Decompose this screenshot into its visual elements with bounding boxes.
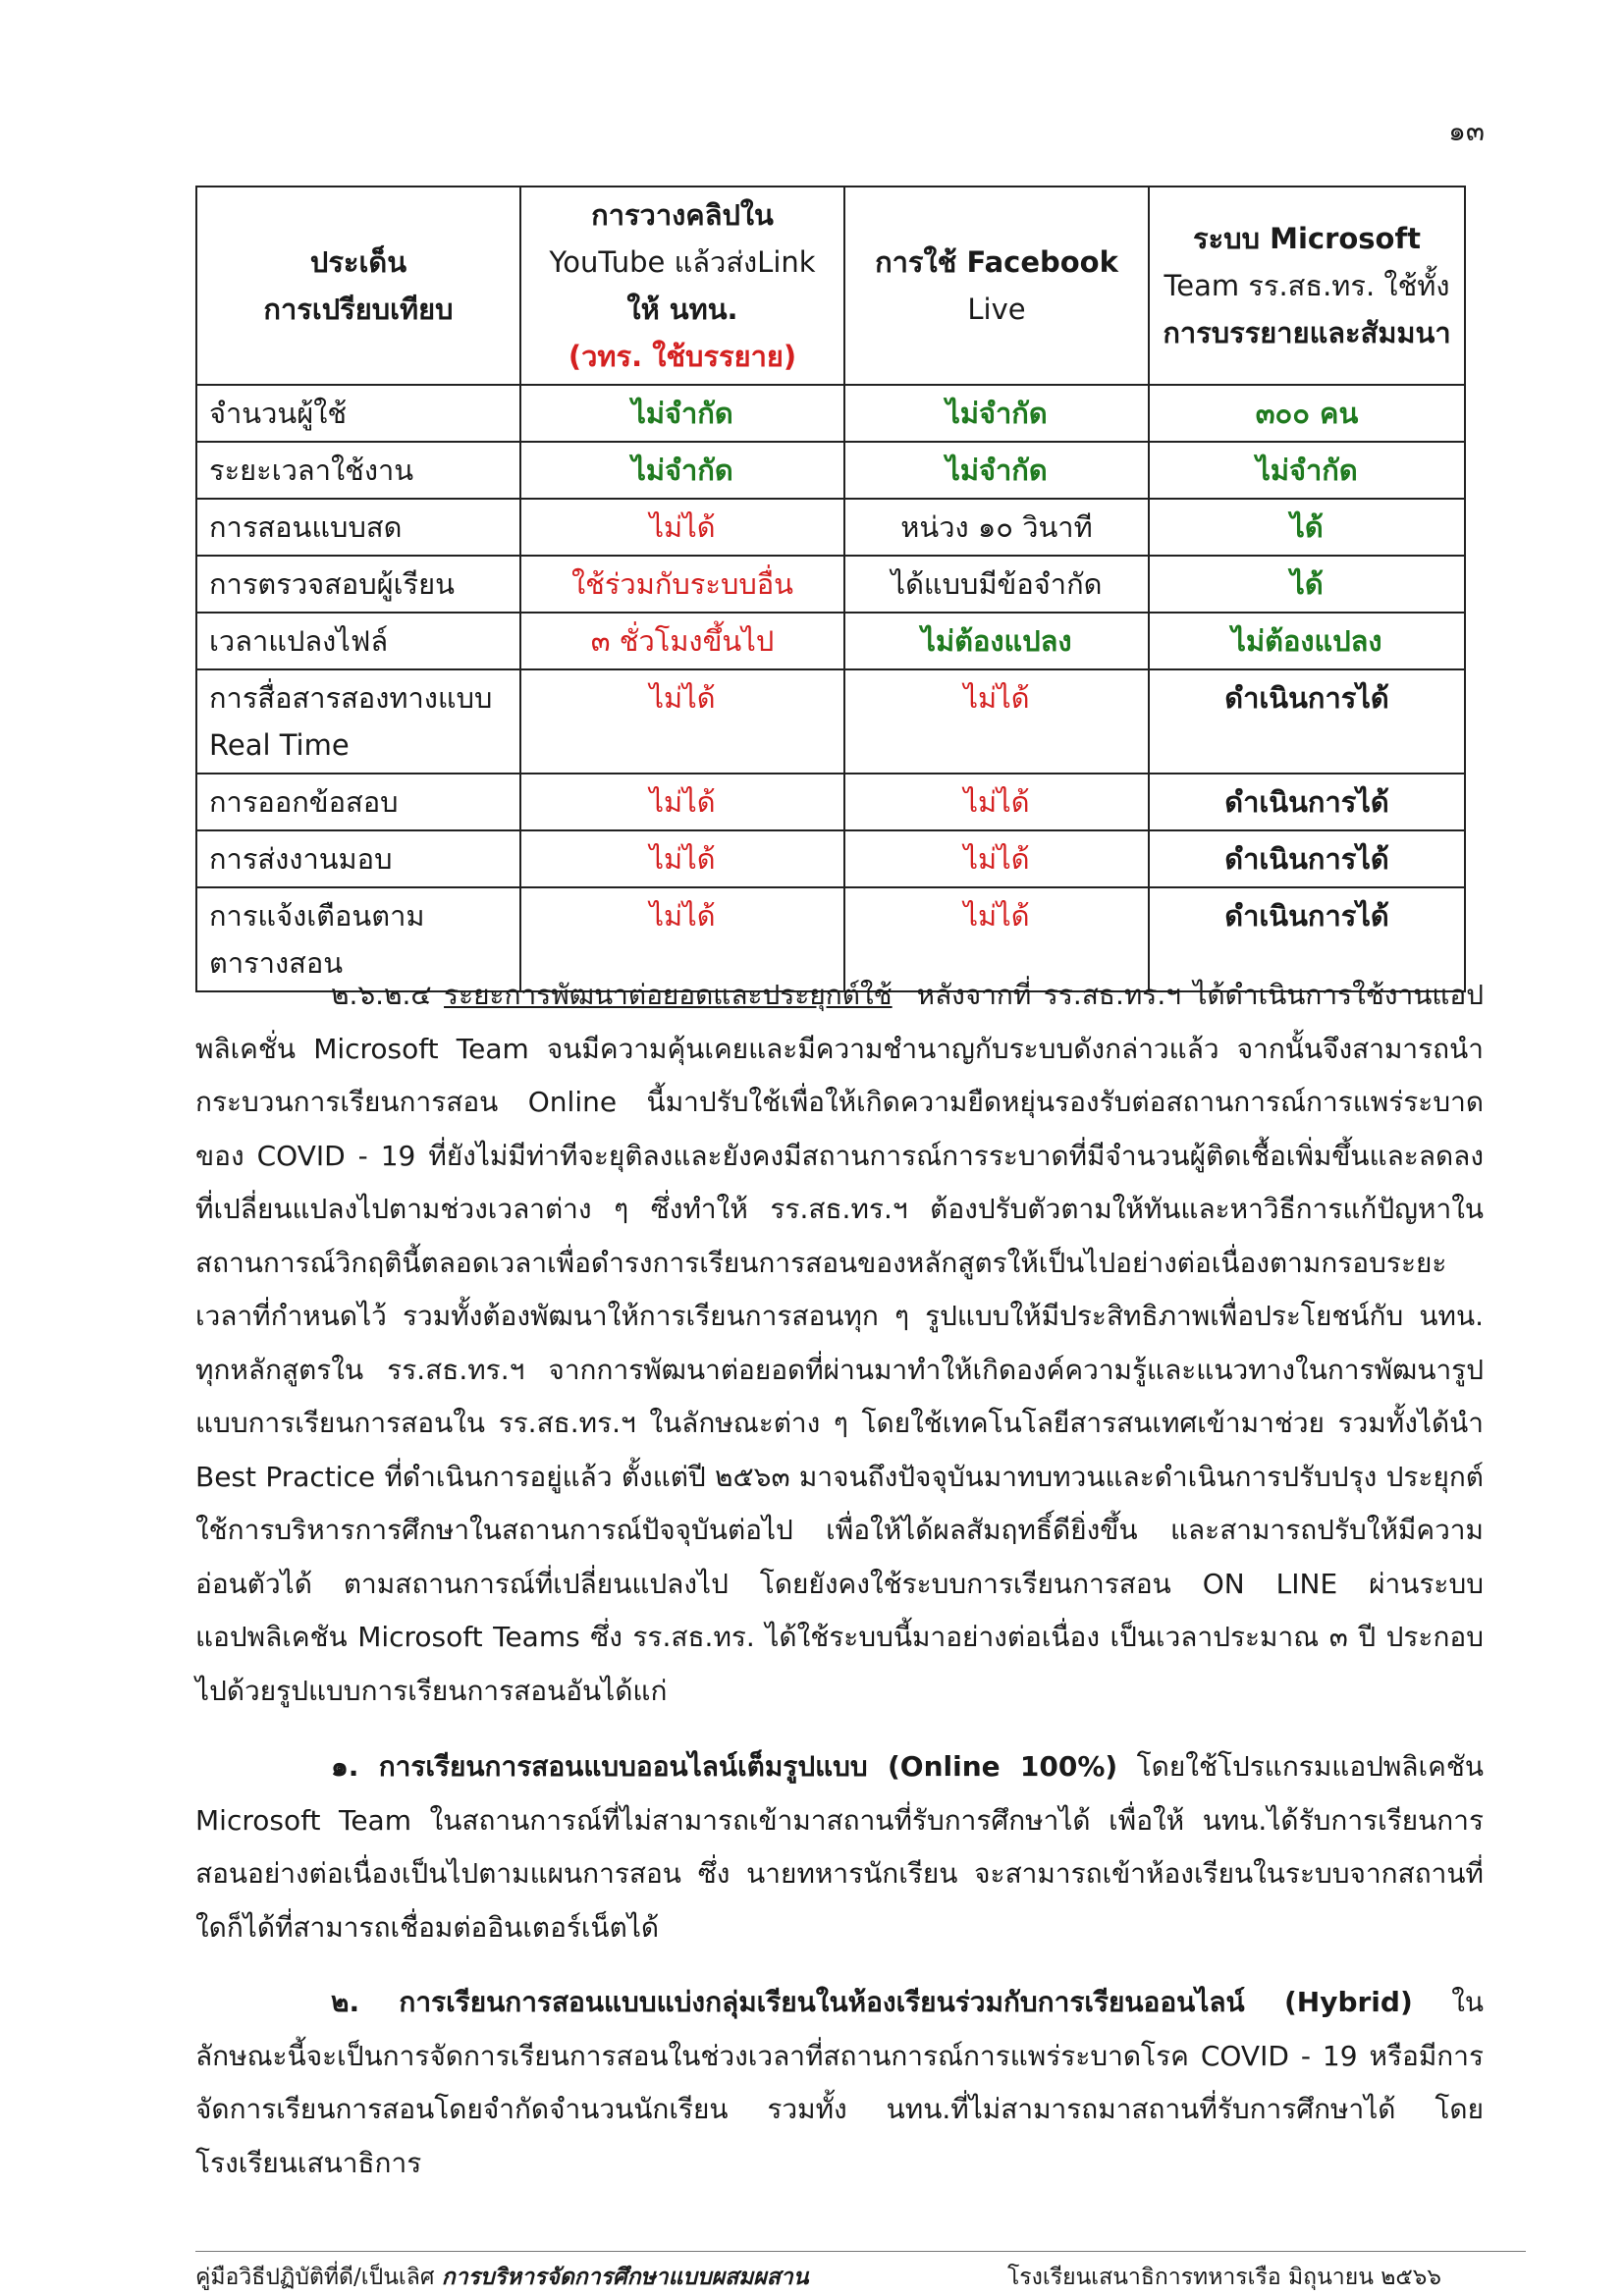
cell-youtube: ไม่ได้: [520, 830, 844, 887]
row-label-line: การแจ้งเตือนตาม: [209, 899, 425, 933]
section-number: ๒.๖.๒.๔: [331, 979, 432, 1011]
item-text: โดยใช้โปรแกรมแอปพลิเคชัน Microsoft Team ในสถานการณ์ที่ไม่สามารถเข้ามาสถานที่รับการศึกษาได้ เพื่อให้ นทน.ได้รับการเรียนการสอนอย่างต่อเนื่องเป็นไปตามแผนการสอน ซึ่ง นายทหารนักเรียน จะสามารถเข้าห้องเรียนในระบบจากสถานที่ใดก็ได้ที่สามารถเชื่อมต่ออินเตอร์เน็ตได้: [195, 1750, 1484, 1944]
cell-youtube: ไม่จำกัด: [520, 442, 844, 499]
row-label-line: การตรวจสอบผู้เรียน: [209, 567, 455, 601]
table-row: [196, 499, 1465, 556]
row-label-line: ระยะเวลาใช้งาน: [209, 454, 414, 487]
cell-teams: ไม่ต้องแปลง: [1149, 613, 1465, 669]
cell-teams: ไม่จำกัด: [1149, 442, 1465, 499]
footer-left: [195, 2260, 808, 2295]
item-text: ในลักษณะนี้จะเป็นการจัดการเรียนการสอนในช่วงเวลาที่สถานการณ์การแพร่ระบาดโรค COVID - 19 หรือมีการจัดการเรียนการสอนโดยจำกัดจำนวนนักเรียน รวมทั้ง นทน.ที่ไม่สามารถมาสถานที่รับการศึกษาได้ โดยโรงเรียนเสนาธิการ: [195, 1986, 1484, 2179]
row-label: [196, 669, 520, 774]
table-row: [196, 556, 1465, 613]
header-facebook: [844, 187, 1149, 385]
section-paragraph: [195, 969, 1484, 1718]
row-label: [196, 830, 520, 887]
cell-youtube: ไม่ได้: [520, 774, 844, 830]
row-label-line: การส่งงานมอบ: [209, 842, 393, 876]
item-lead: ๑. การเรียนการสอนแบบออนไลน์เต็มรูปแบบ (Online 100%): [331, 1750, 1118, 1783]
cell-facebook: ไม่ได้: [844, 669, 1149, 774]
row-label: [196, 613, 520, 669]
cell-teams: ได้: [1149, 499, 1465, 556]
header-line: การบรรยายและสัมมนา: [1163, 316, 1451, 349]
cell-youtube: ไม่ได้: [520, 669, 844, 774]
row-label-line: การสื่อสารสองทางแบบ: [209, 681, 493, 715]
cell-youtube: ไม่ได้: [520, 499, 844, 556]
cell-youtube: ๓ ชั่วโมงขึ้นไป: [520, 613, 844, 669]
header-criteria: [196, 187, 520, 385]
cell-facebook: ไม่จำกัด: [844, 385, 1149, 442]
header-line: Live: [967, 293, 1026, 326]
footer-subtitle: การบริหารจัดการศึกษาแบบผสมผสาน: [441, 2265, 809, 2290]
header-line: การวางคลิปใน: [591, 198, 774, 232]
item-paragraph: [195, 1740, 1484, 1954]
cell-facebook: ไม่ได้: [844, 830, 1149, 887]
row-label: [196, 556, 520, 613]
cell-facebook: ได้แบบมีข้อจำกัด: [844, 556, 1149, 613]
header-teams: [1149, 187, 1465, 385]
cell-facebook: ไม่ได้: [844, 887, 1149, 991]
table-row: [196, 442, 1465, 499]
section-heading: ระยะการพัฒนาต่อยอดและประยุกต์ใช้: [444, 979, 893, 1011]
row-label: [196, 499, 520, 556]
row-label: [196, 442, 520, 499]
cell-facebook: ไม่ต้องแปลง: [844, 613, 1149, 669]
row-label-line: เวลาแปลงไฟล์: [209, 624, 389, 658]
footer-divider: [195, 2251, 1526, 2252]
comparison-table: [195, 186, 1466, 992]
cell-youtube: ไม่ได้: [520, 887, 844, 991]
section-body: หลังจากที่ รร.สธ.ทร.ฯ ได้ดำเนินการใช้งานแอปพลิเคชั่น Microsoft Team จนมีความคุ้นเคยและมีความชำนาญกับระบบดังกล่าวแล้ว จากนั้นจึงสามารถนำกระบวนการเรียนการสอน Online นี้มาปรับใช้เพื่อให้เกิดความยืดหยุ่นรองรับต่อสถานการณ์การแพร่ระบาดของ COVID - 19 ที่ยังไม่มีท่าทีจะยุติลงและยังคงมีสถานการณ์การระบาดที่มีจำนวนผู้ติดเชื้อเพิ่มขึ้นและลดลงที่เปลี่ยนแปลงไปตามช่วงเวลาต่าง ๆ ซึ่งทำให้ รร.สธ.ทร.ฯ ต้องปรับตัวตามให้ทันและหาวิธีการแก้ปัญหาในสถานการณ์วิกฤตินี้ตลอดเวลาเพื่อดำรงการเรียนการสอนของหลักสูตรให้เป็นไปอย่างต่อเนื่องตามกรอบระยะเวลาที่กำหนดไว้ รวมทั้งต้องพัฒนาให้การเรียนการสอนทุก ๆ รูปแบบให้มีประสิทธิภาพเพื่อประโยชน์กับ นทน. ทุกหลักสูตรใน รร.สธ.ทร.ฯ จากการพัฒนาต่อยอดที่ผ่านมาทำให้เกิดองค์ความรู้และแนวทางในการพัฒนารูปแบบการเรียนการสอนใน รร.สธ.ทร.ฯ ในลักษณะต่าง ๆ โดยใช้เทคโนโลยีสารสนเทศเข้ามาช่วย รวมทั้งได้นำ Best Practice ที่ดำเนินการอยู่แล้ว ตั้งแต่ปี ๒๕๖๓ มาจนถึงปัจจุบันมาทบทวนและดำเนินการปรับปรุง ประยุกต์ใช้การบริหารการศึกษาในสถานการณ์ปัจจุบันต่อไป เพื่อให้ได้ผลสัมฤทธิ์ดียิ่งขึ้น และสามารถปรับให้มีความอ่อนตัวได้ ตามสถานการณ์ที่เปลี่ยนแปลงไป โดยยังคงใช้ระบบการเรียนการสอน ON LINE ผ่านระบบ แอปพลิเคชัน Microsoft Teams ซึ่ง รร.สธ.ทร. ได้ใช้ระบบนี้มาอย่างต่อเนื่อง เป็นเวลาประมาณ ๓ ปี ประกอบไปด้วยรูปแบบการเรียนการสอนอันได้แก่: [195, 979, 1484, 1707]
table-row: [196, 830, 1465, 887]
cell-youtube: ไม่จำกัด: [520, 385, 844, 442]
header-line: ประเด็น: [309, 245, 407, 279]
table-row: [196, 774, 1465, 830]
cell-teams: ดำเนินการได้: [1149, 887, 1465, 991]
cell-facebook: หน่วง ๑๐ วินาที: [844, 499, 1149, 556]
row-label-line: จำนวนผู้ใช้: [209, 397, 348, 430]
table-row: [196, 613, 1465, 669]
header-line: (วทร. ใช้บรรยาย): [568, 340, 797, 373]
footer-right: โรงเรียนเสนาธิการทหารเรือ มิถุนายน ๒๕๖๖: [1006, 2265, 1441, 2290]
item-paragraph: [195, 1976, 1484, 2190]
page-number: ๑๓: [1448, 115, 1485, 147]
table-row: [196, 669, 1465, 774]
cell-teams: ๓๐๐ คน: [1149, 385, 1465, 442]
header-line: การใช้ Facebook: [875, 245, 1118, 279]
cell-facebook: ไม่ได้: [844, 774, 1149, 830]
row-label-line: ตารางสอน: [209, 946, 344, 980]
header-line: YouTube แล้วส่งLink: [549, 245, 816, 279]
header-line: ระบบ Microsoft: [1193, 222, 1421, 255]
item-lead: ๒. การเรียนการสอนแบบแบ่งกลุ่มเรียนในห้องเรียนร่วมกับการเรียนออนไลน์ (Hybrid): [331, 1986, 1413, 2018]
row-label-line: การสอนแบบสด: [209, 510, 403, 544]
row-label: [196, 385, 520, 442]
cell-teams: ดำเนินการได้: [1149, 669, 1465, 774]
header-line: ให้ นทน.: [626, 293, 738, 326]
header-line: Team รร.สธ.ทร. ใช้ทั้ง: [1164, 269, 1450, 302]
row-label: [196, 774, 520, 830]
header-line: การเปรียบเทียบ: [263, 293, 454, 326]
cell-teams: ได้: [1149, 556, 1465, 613]
cell-youtube: ใช้ร่วมกับระบบอื่น: [520, 556, 844, 613]
cell-teams: ดำเนินการได้: [1149, 830, 1465, 887]
cell-teams: ดำเนินการได้: [1149, 774, 1465, 830]
table-row: [196, 385, 1465, 442]
header-youtube: [520, 187, 844, 385]
cell-facebook: ไม่จำกัด: [844, 442, 1149, 499]
footer-title: คู่มือวิธีปฏิบัติที่ดี/เป็นเลิศ: [195, 2265, 435, 2290]
row-label-line: การออกข้อสอบ: [209, 785, 399, 819]
table-header-row: [196, 187, 1465, 385]
row-label-line: Real Time: [209, 728, 350, 762]
